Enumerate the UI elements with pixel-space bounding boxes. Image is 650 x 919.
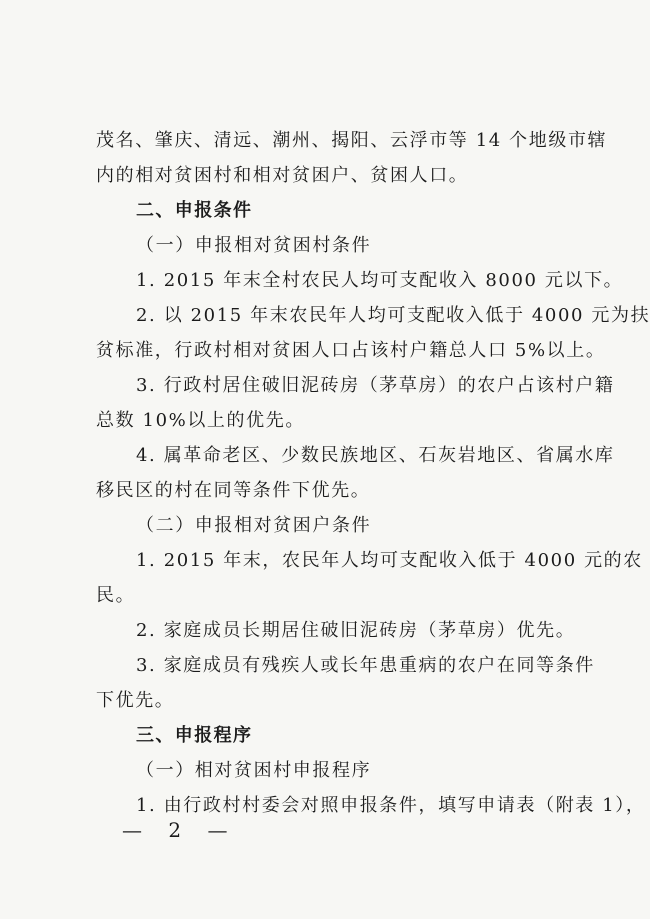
body-line: 下优先。 bbox=[96, 690, 175, 711]
section-heading: 二、申报条件 bbox=[136, 200, 253, 221]
body-line: 1. 2015 年末全村农民人均可支配收入 8000 元以下。 bbox=[136, 270, 624, 291]
body-line: 1. 2015 年末，农民年人均可支配收入低于 4000 元的农 bbox=[136, 550, 643, 571]
body-line: 贫标准，行政村相对贫困人口占该村户籍总人口 5%以上。 bbox=[96, 340, 606, 361]
subsection-heading: （一）相对贫困村申报程序 bbox=[136, 760, 372, 781]
body-line: 4. 属革命老区、少数民族地区、石灰岩地区、省属水库 bbox=[136, 445, 615, 466]
body-line: 茂名、肇庆、清远、潮州、揭阳、云浮市等 14 个地级市辖 bbox=[96, 130, 608, 151]
subsection-heading: （二）申报相对贫困户条件 bbox=[136, 515, 372, 536]
body-line: 3. 家庭成员有残疾人或长年患重病的农户在同等条件 bbox=[136, 655, 595, 676]
body-line: 3. 行政村居住破旧泥砖房（茅草房）的农户占该村户籍 bbox=[136, 375, 615, 396]
body-line: 内的相对贫困村和相对贫困户、贫困人口。 bbox=[96, 165, 469, 186]
body-line: 民。 bbox=[96, 585, 136, 606]
subsection-heading: （一）申报相对贫困村条件 bbox=[136, 235, 372, 256]
section-heading: 三、申报程序 bbox=[136, 725, 253, 746]
body-line: 总数 10%以上的优先。 bbox=[96, 410, 305, 431]
page-number: — 2 — bbox=[122, 818, 238, 842]
body-line: 2. 以 2015 年末农民年人均可支配收入低于 4000 元为扶 bbox=[136, 305, 650, 326]
body-line: 1. 由行政村村委会对照申报条件，填写申请表（附表 1）， bbox=[136, 795, 646, 816]
body-line: 移民区的村在同等条件下优先。 bbox=[96, 480, 371, 501]
body-line: 2. 家庭成员长期居住破旧泥砖房（茅草房）优先。 bbox=[136, 620, 576, 641]
